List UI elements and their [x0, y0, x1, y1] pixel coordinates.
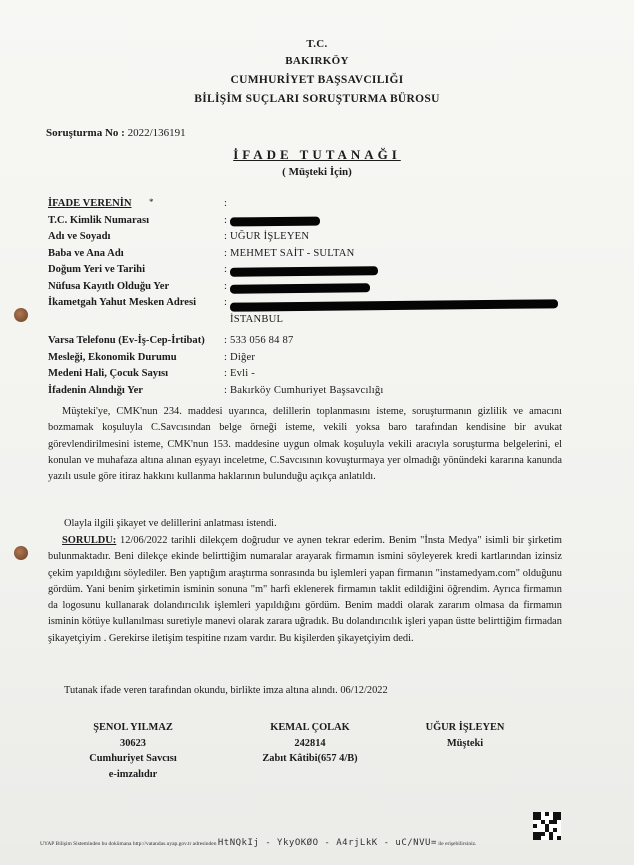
punch-hole	[14, 308, 28, 322]
document-title: İFADE TUTANAĞI	[233, 147, 401, 162]
document-subtitle: ( Müşteki İçin)	[282, 166, 352, 178]
signature-number: 30623	[120, 737, 146, 749]
field-value: 533 056 84 87	[230, 335, 294, 346]
field-label: İkametgah Yahut Mesken Adresi	[48, 297, 197, 308]
case-number-value: 2022/136191	[127, 127, 186, 139]
signature-block-clerk	[230, 720, 390, 767]
signature-name: KEMAL ÇOLAK	[270, 722, 350, 733]
field-label: İFADE VERENİN	[48, 198, 132, 209]
request-paragraph: Olayla ilgili şikayet ve delillerini anlatması istendi.	[64, 518, 277, 529]
field-label: İfadenin Alındığı Yer	[48, 384, 143, 396]
signature-name: UĞUR İŞLEYEN	[425, 722, 505, 733]
redaction-bar	[230, 283, 370, 293]
field-value: Bakırköy Cumhuriyet Başsavcılığı	[230, 384, 384, 396]
verification-code: HtNQkIj - YkyOKØO - A4rjLkK - uC/NVU=	[217, 838, 437, 848]
header-office: CUMHURİYET BAŞSAVCILIĞI	[230, 74, 404, 86]
footer-suffix: ile erişebilirsiniz.	[438, 841, 477, 847]
field-row: Adı ve Soyadı : UĞUR İŞLEYEN	[48, 231, 310, 242]
field-row	[48, 314, 588, 331]
statement-label: SORULDU:	[62, 535, 117, 546]
field-label: Baba ve Ana Adı	[48, 247, 124, 259]
field-row: İkametgah Yahut Mesken Adresi :	[48, 297, 588, 314]
field-row: T.C. Kimlik Numarası :	[48, 215, 588, 232]
field-label: Nüfusa Kayıtlı Olduğu Yer	[48, 280, 170, 292]
signature-extra: e-imzalıdır	[108, 768, 158, 780]
field-row: İfadenin Alındığı Yer : Bakırköy Cumhuriyet Başsavcılığı	[48, 384, 384, 396]
field-row: Baba ve Ana Adı : MEHMET SAİT - SULTAN	[48, 247, 355, 259]
asterisk-icon: *	[149, 197, 154, 207]
statement-paragraph	[48, 533, 562, 647]
field-label: Doğum Yeri ve Tarihi	[48, 264, 146, 275]
redaction-bar	[230, 216, 320, 226]
footer-text: UYAP Bilişim Sisteminden bu dokümana http://vatandas.uyap.gov.tr adresinden	[40, 841, 217, 847]
header-tc: T.C.	[306, 38, 328, 50]
field-label: Mesleği, Ekonomik Durumu	[48, 351, 177, 363]
field-row: Nüfusa Kayıtlı Olduğu Yer :	[48, 281, 588, 298]
signature-role: Cumhuriyet Savcısı	[89, 753, 177, 764]
header-district: BAKIRKÖY	[285, 55, 349, 67]
signature-number: Müşteki	[446, 737, 484, 749]
case-number-label: Soruşturma No :	[46, 127, 125, 139]
case-number	[46, 127, 186, 139]
qr-code-icon	[533, 812, 561, 840]
signature-block-prosecutor	[58, 720, 208, 782]
field-value: Evli -	[230, 368, 256, 379]
field-value: MEHMET SAİT - SULTAN	[230, 247, 355, 259]
signature-role: Zabıt Kâtibi(657 4/B)	[262, 753, 358, 764]
field-label: T.C. Kimlik Numarası	[48, 214, 150, 226]
statement-text: 12/06/2022 tarihli dilekçem doğrudur ve aynen tekrar ederim. Benim "İnsta Medya" isimli bir şirketim bulunmaktadır. Beni dilekçe ekinde belirttiğim numaralar arayarak firmamın ismini söyleyerek kredi kartlarından izinsiz çekim yapıldığını söylediler. Ben yaptığım araştırma sonrasında bu işlemleri yapan firmanın "instamedyam.com" olduğunu gördüm. Yani benim şirketimin isminin sonuna "m" harfi eklenerek firmamın taklit edildiğini öğrendim. Ayrıca firmamın da logosunu kullanarak dolandırıcılık işlemleri yapıldığını gördüm. Benim maddi olarak zararım olmasa da firmamın isminin kötüye kullanılması suretiyle manevi olarak zarara uğradık. Bu dolandırıcılık işleri yapan üstte belirttiğim firmadan şikayetçiyim . Gerekirse iletişim tespitine rızam vardır. Bu kişilerden şikayetçiyim dedi.	[48, 535, 562, 644]
signature-number: 242814	[294, 737, 326, 749]
redaction-bar	[230, 299, 558, 311]
signature-name: ŞENOL YILMAZ	[93, 722, 173, 733]
field-row: Medeni Hali, Çocuk Sayısı : Evli -	[48, 368, 256, 379]
field-row: Mesleği, Ekonomik Durumu : Diğer	[48, 351, 256, 363]
footer-verification	[40, 838, 476, 848]
field-row: İFADE VERENİN * :	[48, 197, 227, 209]
rights-paragraph: Müşteki'ye, CMK'nun 234. maddesi uyarınca, delillerin toplanmasını isteme, soruşturmanın gizlilik ve amacını bozmamak koşuluyla C.Savcısından belge örneği isteme, vekili yoksa baro tarafından kendisine bir avukat görevlendirilmesini isteme, CMK'nun 153. maddesine uygun olmak koşuluyla vekili aracıyla soruşturma belgelerini, el konulan ve muhafaza altına alınan eşyayı inceletme, C.Savcısının kovuşturmaya yer olmadığı yönündeki kararına kanunda yazılı usule göre itiraz hakkını kullanma haklarının bulunduğu açıkça anlatıldı.	[48, 406, 562, 483]
field-value: İSTANBUL	[230, 313, 284, 325]
field-row: Varsa Telefonu (Ev-İş-Cep-İrtibat) : 533 056 84 87	[48, 335, 294, 346]
field-label: Varsa Telefonu (Ev-İş-Cep-İrtibat)	[48, 335, 205, 346]
field-row: Doğum Yeri ve Tarihi :	[48, 264, 588, 281]
field-label: Medeni Hali, Çocuk Sayısı	[48, 368, 169, 379]
punch-hole	[14, 546, 28, 560]
info-fields	[48, 198, 588, 401]
closing-paragraph: Tutanak ifade veren tarafından okundu, birlikte imza altına alındı. 06/12/2022	[64, 685, 388, 696]
signature-block-complainant	[395, 720, 535, 751]
field-value: Diğer	[230, 351, 256, 363]
header-bureau: BİLİŞİM SUÇLARI SORUŞTURMA BÜROSU	[194, 93, 440, 105]
field-value: UĞUR İŞLEYEN	[230, 231, 310, 242]
field-label: Adı ve Soyadı	[48, 231, 111, 242]
redaction-bar	[230, 266, 378, 277]
